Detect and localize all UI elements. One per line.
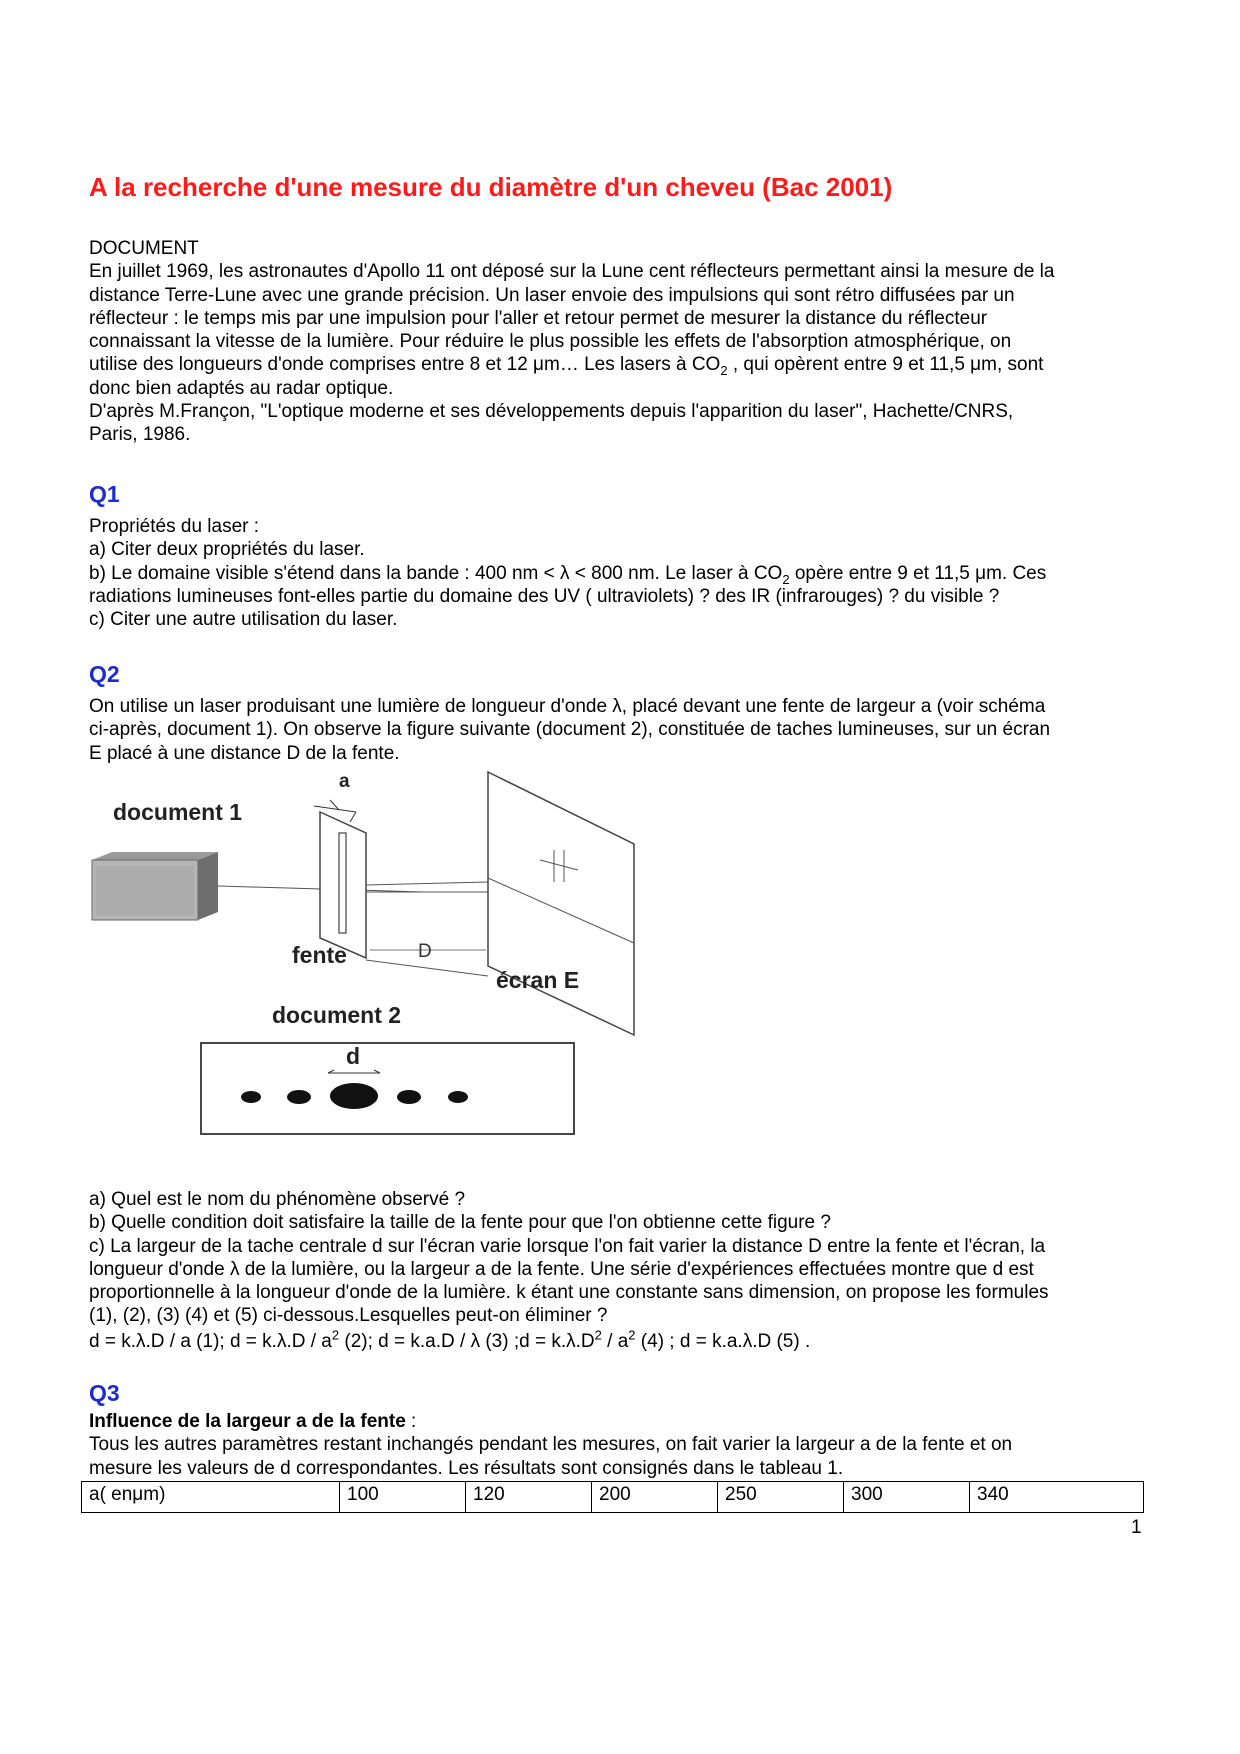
slit-width-label: a <box>339 771 350 792</box>
table-cell: 300 <box>844 1482 970 1513</box>
document-line: En juillet 1969, les astronautes d'Apollo 11 ont déposé sur la Lune cent réflecteurs permettant ainsi la mesure de la <box>89 261 1055 283</box>
q3-subtitle-text: Influence de la largeur a de la fente <box>89 1411 406 1432</box>
table-cell: 120 <box>466 1482 592 1513</box>
screen-label: écran E <box>496 967 580 993</box>
q2-question: longueur d'onde λ de la lumière, ou la largeur a de la fente. Une série d'expériences effectuées montre que d est <box>89 1258 1034 1280</box>
doc2-label: document 2 <box>272 1002 402 1028</box>
table-header-cell: a( enμm) <box>82 1482 340 1513</box>
document-source: Paris, 1986. <box>89 424 191 446</box>
q1-section <box>89 515 1169 631</box>
q2-intro-line: E placé à une distance D de la fente. <box>89 742 400 764</box>
q2-questions <box>89 1188 1169 1353</box>
q3-subtitle <box>89 1410 1169 1433</box>
q2-question: c) La largeur de la tache centrale d sur l'écran varie lorsque l'on fait varier la distance D entre la fente et l'écran, la <box>89 1235 1046 1257</box>
q1-question-b <box>89 562 1169 585</box>
distance-label: D <box>418 941 432 962</box>
spot-width-label: d <box>346 1043 361 1069</box>
formula-part: d = k.λ.D / a (1); d = k.λ.D / a <box>89 1330 332 1352</box>
table-cell: 100 <box>340 1482 466 1513</box>
data-table-1 <box>81 1481 1144 1513</box>
q2-formulas <box>89 1327 1169 1353</box>
q1-b-part: opère entre 9 et 11,5 μm. Ces <box>789 562 1047 584</box>
co2-subscript: 2 <box>782 571 790 587</box>
formula-part: (4) ; d = k.a.λ.D (5) . <box>635 1330 811 1352</box>
document-section <box>89 237 1169 447</box>
document-line: distance Terre-Lune avec une grande précision. Un laser envoie des impulsions qui sont rétro diffusées par un <box>89 284 1015 306</box>
document-line-part: utilise des longueurs d'onde comprises entre 8 et 12 μm… Les lasers à CO <box>89 354 721 376</box>
q2-intro-line: ci-après, document 1). On observe la figure suivante (document 2), constituée de taches lumineuses, sur un écran <box>89 719 1051 741</box>
document-line: connaissant la vitesse de la lumière. Pour réduire le plus possible les effets de l'absorption atmosphérique, on <box>89 331 1012 353</box>
laser-source-icon <box>92 852 218 920</box>
slit-plate <box>320 812 366 958</box>
q3-line: Tous les autres paramètres restant inchangés pendant les mesures, on fait varier la largeur a de la fente et on <box>89 1434 1013 1456</box>
page-title: A la recherche d'une mesure du diamètre d'un cheveu (Bac 2001) <box>89 172 893 202</box>
screen-e <box>488 772 634 1035</box>
q1-b-part: b) Le domaine visible s'étend dans la bande : 400 nm < λ < 800 nm. Le laser à CO <box>89 562 783 584</box>
q3-subtitle-suffix: : <box>405 1411 417 1432</box>
page-number: 1 <box>1131 1517 1142 1538</box>
q1-question-c: c) Citer une autre utilisation du laser. <box>89 609 398 631</box>
table-cell: 200 <box>592 1482 718 1513</box>
q3-line: mesure les valeurs de d correspondantes. Les résultats sont consignés dans le tableau 1. <box>89 1457 844 1479</box>
q1-intro: Propriétés du laser : <box>89 516 260 537</box>
document-line: donc bien adaptés au radar optique. <box>89 377 394 399</box>
q3-heading: Q3 <box>89 1380 120 1406</box>
table-cell: 340 <box>970 1482 1144 1513</box>
formula-exponent: 2 <box>331 1327 340 1343</box>
q1-heading: Q1 <box>89 481 120 507</box>
formula-part: (2); d = k.a.D / λ (3) ;d = k.λ.D <box>339 1330 595 1352</box>
q2-question: b) Quelle condition doit satisfaire la taille de la fente pour que l'on obtienne cette figure ? <box>89 1212 831 1234</box>
document-line <box>89 353 1169 379</box>
slit-label: fente <box>292 942 347 968</box>
q1-question-b-cont: radiations lumineuses font-elles partie du domaine des UV ( ultraviolets) ? des IR (infrarouges) ? du visible ? <box>89 585 1000 607</box>
doc1-label: document 1 <box>113 799 243 825</box>
diffraction-pattern <box>201 1043 574 1134</box>
q2-question: a) Quel est le nom du phénomène observé ? <box>89 1189 466 1210</box>
document-line-part: , qui opèrent entre 9 et 11,5 μm, sont <box>727 354 1044 376</box>
q2-intro <box>89 695 1169 765</box>
document-heading: DOCUMENT <box>89 238 199 259</box>
q1-question-a: a) Citer deux propriétés du laser. <box>89 539 365 561</box>
document-line: réflecteur : le temps mis par une impulsion pour l'aller et retour permet de mesurer la distance du réflecteur <box>89 307 988 329</box>
formula-exponent: 2 <box>594 1327 602 1343</box>
table-cell: 250 <box>718 1482 844 1513</box>
q2-question: proportionnelle à la longueur d'onde de la lumière. k étant une constante sans dimension, on propose les formules <box>89 1282 1049 1304</box>
table-row <box>82 1482 1144 1513</box>
formula-exponent: 2 <box>628 1327 636 1343</box>
co2-subscript: 2 <box>720 363 728 379</box>
q2-intro-line: On utilise un laser produisant une lumière de longueur d'onde λ, placé devant une fente de largeur a (voir schéma <box>89 696 1046 717</box>
formula-part: / a <box>601 1330 629 1352</box>
q2-question: (1), (2), (3) (4) et (5) ci-dessous.Lesquelles peut-on éliminer ? <box>89 1305 608 1327</box>
q2-heading: Q2 <box>89 661 120 687</box>
q3-section <box>89 1410 1169 1480</box>
diffraction-figure <box>88 770 648 1150</box>
document-source: D'après M.Françon, "L'optique moderne et ses développements depuis l'apparition du laser", Hachette/CNRS, <box>89 401 1014 423</box>
